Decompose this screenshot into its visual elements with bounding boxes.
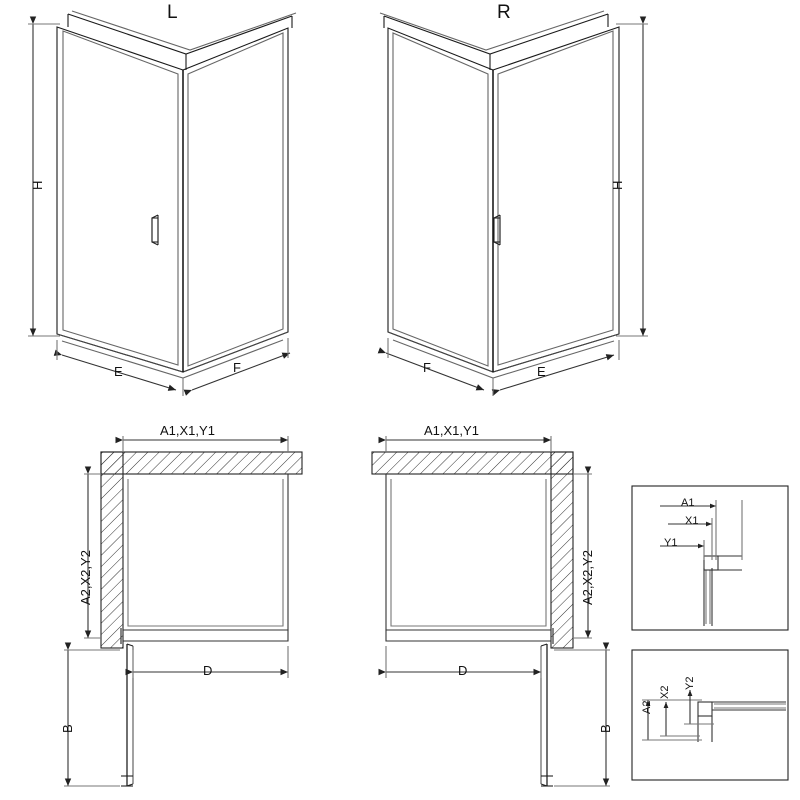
iso-left-width-e: E: [114, 364, 123, 379]
plan-left-top-dim: A1,X1,Y1: [160, 423, 215, 438]
detail-bottom-x2: X2: [659, 685, 671, 699]
iso-left-width-f: F: [233, 360, 241, 375]
detail-bottom-y2: Y2: [684, 676, 696, 690]
iso-view-right: [380, 11, 648, 396]
detail-top-y1: Y1: [664, 537, 678, 549]
detail-view-bottom: [632, 650, 788, 780]
plan-left-swing-dim: B: [60, 724, 75, 733]
iso-left-height-label: H: [30, 180, 45, 190]
plan-left-side-dim: A2,X2,Y2: [78, 550, 93, 605]
iso-view-left: [28, 11, 296, 396]
plan-view-left: [64, 436, 302, 786]
iso-right-height-label: H: [610, 180, 625, 190]
plan-right-door-dim: D: [458, 663, 468, 678]
plan-right-side-dim: A2,X2,Y2: [580, 550, 595, 605]
plan-view-right: [372, 436, 610, 786]
iso-right-width-f: F: [423, 360, 431, 375]
plan-right-top-dim: A1,X1,Y1: [424, 423, 479, 438]
iso-right-width-e: E: [537, 364, 546, 379]
detail-bottom-a2: A2: [641, 700, 653, 714]
detail-top-x1: X1: [685, 515, 699, 527]
iso-left-title: L: [167, 2, 178, 23]
plan-right-swing-dim: B: [598, 724, 613, 733]
iso-right-title: R: [497, 2, 511, 23]
detail-top-a1: A1: [681, 497, 695, 509]
plan-left-door-dim: D: [203, 663, 213, 678]
detail-view-top: [632, 486, 788, 630]
